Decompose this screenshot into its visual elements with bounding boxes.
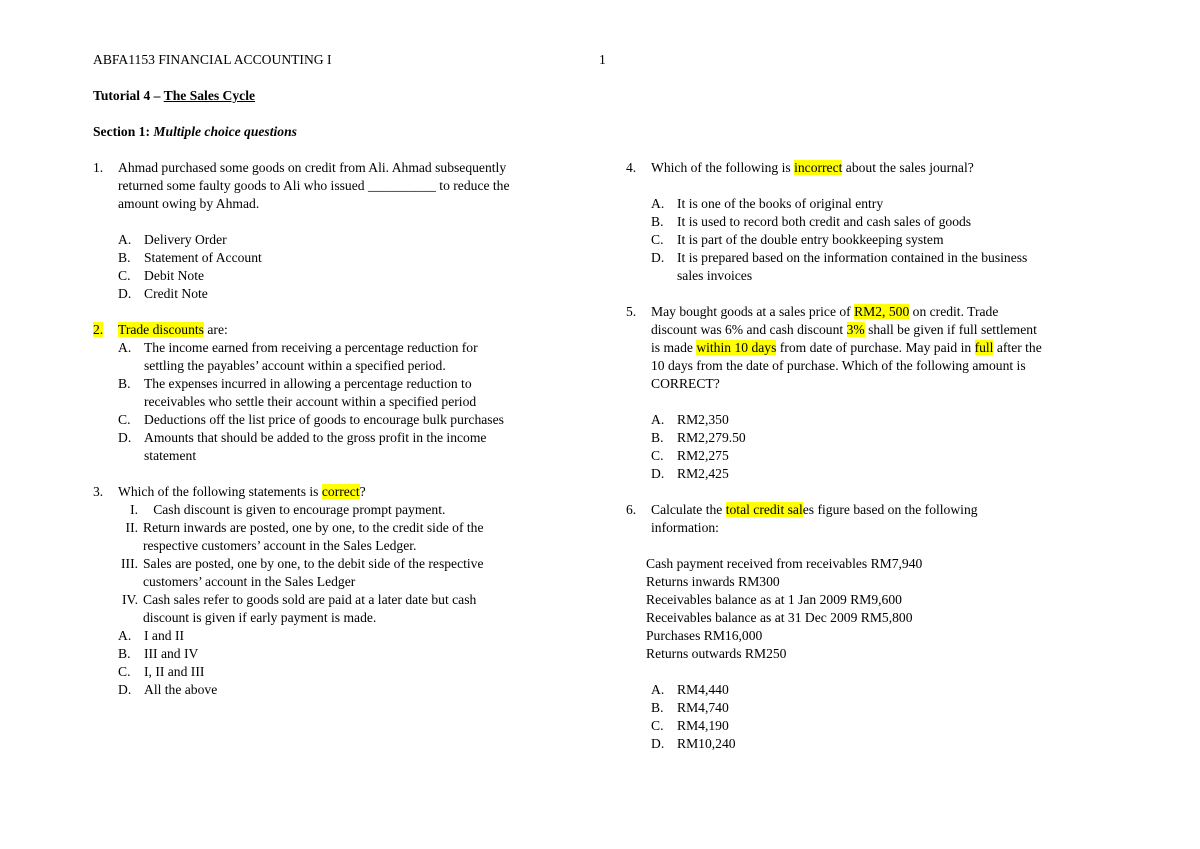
option-letter: A. — [118, 340, 132, 355]
option-text: All the above — [144, 682, 218, 697]
option-letter: A. — [118, 628, 132, 643]
info-line: Purchases RM16,000 — [646, 628, 763, 643]
highlighted-text: incorrect — [794, 160, 843, 175]
statement-text: customers’ account in the Sales Ledger — [143, 574, 356, 589]
statement-text: Cash sales refer to goods sold are paid at a later date but cash — [143, 592, 477, 607]
option-letter: D. — [651, 736, 665, 751]
question-text-line: discount was 6% and cash discount 3% shall be given if full settlement — [651, 322, 1037, 337]
question-number: 5. — [626, 304, 637, 319]
option-text: Amounts that should be added to the gross profit in the income — [144, 430, 487, 445]
option-letter: D. — [118, 430, 132, 445]
option-text: Debit Note — [144, 268, 205, 283]
option-letter: A. — [651, 196, 665, 211]
question-number: 6. — [626, 502, 637, 517]
question-text-line: Which of the following statements is correct? — [118, 484, 366, 499]
highlighted-text: correct — [321, 484, 360, 499]
option-text: RM4,740 — [677, 700, 729, 715]
question-text-line: Ahmad purchased some goods on credit from Ali. Ahmad subsequently — [118, 160, 507, 175]
question-text-line: Calculate the total credit sales figure based on the following — [651, 502, 978, 517]
option-text: III and IV — [144, 646, 199, 661]
page-number: 1 — [599, 52, 606, 67]
option-letter: C. — [118, 412, 131, 427]
statement-text: Return inwards are posted, one by one, to the credit side of the — [143, 520, 484, 535]
roman-numeral: IV. — [122, 592, 138, 607]
option-text: It is one of the books of original entry — [677, 196, 884, 211]
statement-text: discount is given if early payment is made. — [143, 610, 377, 625]
option-text: Credit Note — [144, 286, 208, 301]
question-number: 1. — [93, 160, 104, 175]
option-letter: A. — [651, 412, 665, 427]
statement-text: Cash discount is given to encourage prompt payment. — [143, 502, 446, 517]
info-line: Receivables balance as at 31 Dec 2009 RM5,800 — [646, 610, 913, 625]
option-text: The income earned from receiving a percentage reduction for — [144, 340, 478, 355]
option-text: It is used to record both credit and cash sales of goods — [677, 214, 972, 229]
option-text: Delivery Order — [144, 232, 227, 247]
option-letter: B. — [118, 250, 131, 265]
tutorial-title — [93, 87, 255, 105]
option-text: It is prepared based on the information contained in the business — [677, 250, 1028, 265]
question-text-line: returned some faulty goods to Ali who issued __________ to reduce the — [118, 178, 510, 193]
question-number: 2. — [93, 322, 104, 337]
question-text-line: amount owing by Ahmad. — [118, 196, 260, 211]
question-number: 4. — [626, 160, 637, 175]
option-letter: C. — [651, 232, 664, 247]
option-text: The expenses incurred in allowing a percentage reduction to — [144, 376, 472, 391]
option-text: RM2,279.50 — [677, 430, 746, 445]
option-letter: D. — [118, 286, 132, 301]
highlighted-text: full — [974, 340, 994, 355]
question-text-line: CORRECT? — [651, 376, 720, 391]
option-letter: B. — [651, 700, 664, 715]
option-letter: A. — [651, 682, 665, 697]
option-letter: D. — [651, 250, 665, 265]
info-line: Returns inwards RM300 — [646, 574, 780, 589]
statement-text: Sales are posted, one by one, to the debit side of the respective — [143, 556, 484, 571]
highlighted-text: within 10 days — [696, 340, 777, 355]
option-letter: B. — [651, 214, 664, 229]
option-text: It is part of the double entry bookkeeping system — [677, 232, 944, 247]
option-text: receivables who settle their account within a specified period — [144, 394, 477, 409]
option-letter: D. — [118, 682, 132, 697]
option-text: I and II — [144, 628, 185, 643]
option-letter: C. — [118, 664, 131, 679]
question-text-line: May bought goods at a sales price of RM2, 500 on credit. Trade — [651, 304, 999, 319]
roman-numeral: III. — [121, 556, 138, 571]
option-text: RM2,275 — [677, 448, 729, 463]
option-letter: B. — [118, 646, 131, 661]
highlighted-text: RM2, 500 — [854, 304, 910, 319]
info-line: Receivables balance as at 1 Jan 2009 RM9,600 — [646, 592, 902, 607]
tutorial-topic: The Sales Cycle — [163, 88, 256, 103]
section-title: Multiple choice questions — [153, 124, 297, 139]
highlighted-text: Trade discounts — [118, 322, 204, 337]
option-text: Deductions off the list price of goods to encourage bulk purchases — [144, 412, 504, 427]
option-text: settling the payables’ account within a specified period. — [144, 358, 446, 373]
option-text: Statement of Account — [144, 250, 262, 265]
roman-numeral: II. — [125, 520, 138, 535]
option-letter: C. — [651, 718, 664, 733]
option-letter: A. — [118, 232, 132, 247]
highlighted-text: total credit sal — [725, 502, 803, 517]
question-number: 3. — [93, 484, 104, 499]
option-text: RM2,350 — [677, 412, 729, 427]
option-letter: B. — [651, 430, 664, 445]
option-text: statement — [144, 448, 197, 463]
question-text-line: is made within 10 days from date of purchase. May paid in full after the — [651, 340, 1042, 355]
highlighted-text: 3% — [846, 322, 865, 337]
question-text-line: information: — [651, 520, 719, 535]
info-line: Returns outwards RM250 — [646, 646, 787, 661]
tutorial-label: Tutorial 4 – — [93, 88, 161, 103]
section-label: Section 1: — [93, 124, 151, 139]
option-text: RM4,440 — [677, 682, 729, 697]
question-text-line: Which of the following is incorrect about the sales journal? — [651, 160, 974, 175]
option-text: sales invoices — [677, 268, 753, 283]
roman-numeral: I. — [130, 502, 138, 517]
option-letter: C. — [651, 448, 664, 463]
section-heading — [93, 123, 297, 141]
course-header: ABFA1153 FINANCIAL ACCOUNTING I — [93, 52, 332, 67]
option-text: RM10,240 — [677, 736, 736, 751]
option-letter: D. — [651, 466, 665, 481]
option-letter: C. — [118, 268, 131, 283]
option-letter: B. — [118, 376, 131, 391]
question-text-line: Trade discounts are: — [118, 322, 228, 337]
option-text: RM2,425 — [677, 466, 729, 481]
statement-text: respective customers’ account in the Sales Ledger. — [143, 538, 417, 553]
option-text: I, II and III — [144, 664, 205, 679]
info-line: Cash payment received from receivables RM7,940 — [646, 556, 923, 571]
option-text: RM4,190 — [677, 718, 729, 733]
question-text-line: 10 days from the date of purchase. Which of the following amount is — [651, 358, 1026, 373]
